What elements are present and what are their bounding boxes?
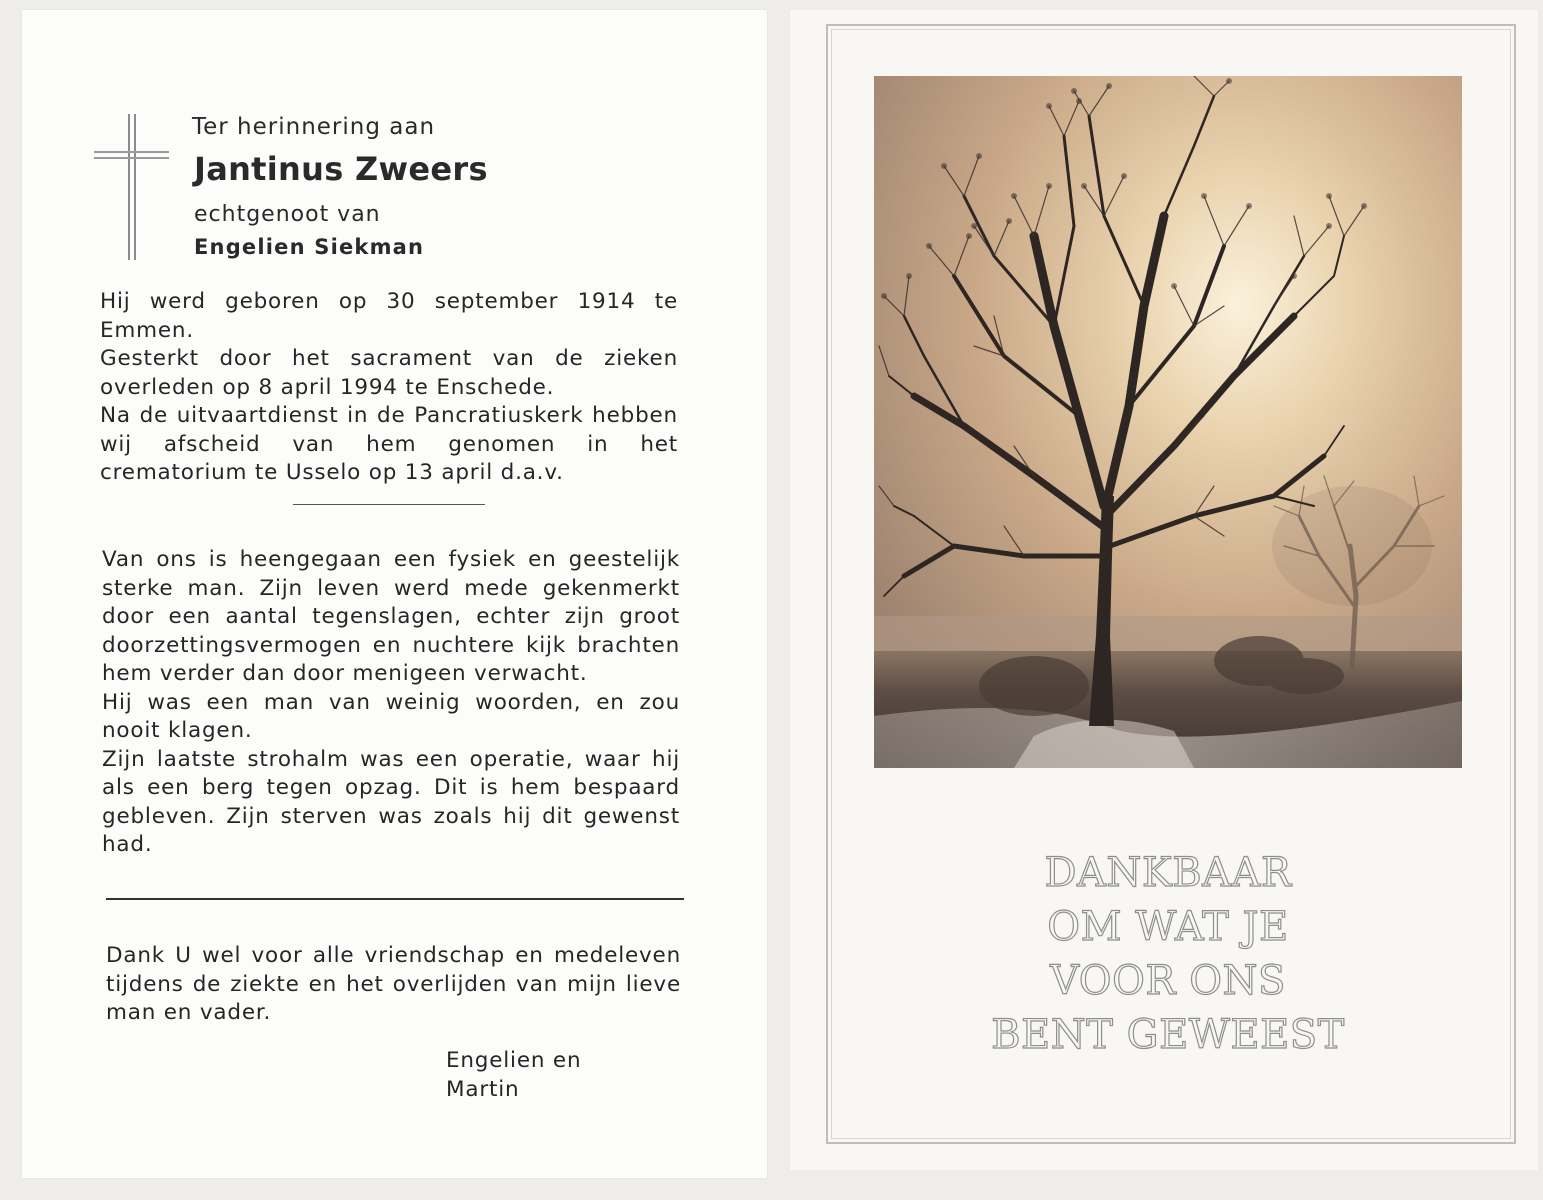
verse-line: DANKBAAR bbox=[1044, 850, 1292, 896]
memorial-heading bbox=[192, 114, 488, 259]
divider-long bbox=[106, 898, 684, 900]
birth-paragraph: Hij werd geboren op 30 september 1914 te Emmen. bbox=[100, 289, 678, 343]
verse-line: OM WAT JE bbox=[1047, 904, 1289, 950]
intro-text: Ter herinnering aan bbox=[192, 114, 436, 140]
memory-text bbox=[102, 546, 680, 860]
memorial-picture-panel bbox=[790, 10, 1538, 1170]
memorial-text-panel bbox=[22, 10, 767, 1178]
thanks-paragraph: Dank U wel voor alle vriendschap en medeleven tijdens de ziekte en het overlijden van mijn lieve man en vader. bbox=[106, 943, 681, 1025]
thanks-text bbox=[106, 942, 681, 1028]
memory-paragraph: Hij was een man van weinig woorden, en zou nooit klagen. bbox=[102, 689, 680, 743]
deceased-name: Jantinus Zweers bbox=[194, 150, 488, 188]
memory-paragraph: Zijn laatste strohalm was een operatie, waar hij als een berg tegen opzag. Dit is hem bespaard gebleven. Zijn sterven was zoals hij dit gewenst had. bbox=[102, 746, 680, 857]
spouse-name: Engelien Siekman bbox=[194, 235, 425, 259]
memory-paragraph: Van ons is heengegaan een fysiek en geestelijk sterke man. Zijn leven werd mede gekenmerkt door een aantal tegenslagen, echter zijn groot doorzettingsvermogen en nuchtere kijk brachten hem verder dan door menigeen verwacht. bbox=[102, 547, 680, 686]
cross-icon bbox=[94, 114, 142, 260]
divider-short bbox=[293, 504, 485, 505]
verse-text bbox=[874, 846, 1462, 1062]
bare-tree-icon bbox=[874, 76, 1462, 768]
relation-text: echtgenoot van bbox=[194, 202, 381, 227]
tree-photo bbox=[874, 76, 1462, 768]
death-paragraph: Gesterkt door het sacrament van de zieken overleden op 8 april 1994 te Enschede. bbox=[100, 346, 678, 400]
verse-line: VOOR ONS bbox=[1050, 958, 1286, 1004]
life-details bbox=[100, 288, 678, 488]
signature-line: Engelien en bbox=[446, 1048, 582, 1073]
verse-line: BENT GEWEEST bbox=[991, 1012, 1345, 1058]
signature-block bbox=[446, 1046, 581, 1104]
funeral-paragraph: Na de uitvaartdienst in de Pancratiuskerk hebben wij afscheid van hem genomen in het crematorium te Usselo op 13 april d.a.v. bbox=[100, 403, 678, 485]
signature-line: Martin bbox=[446, 1077, 520, 1102]
